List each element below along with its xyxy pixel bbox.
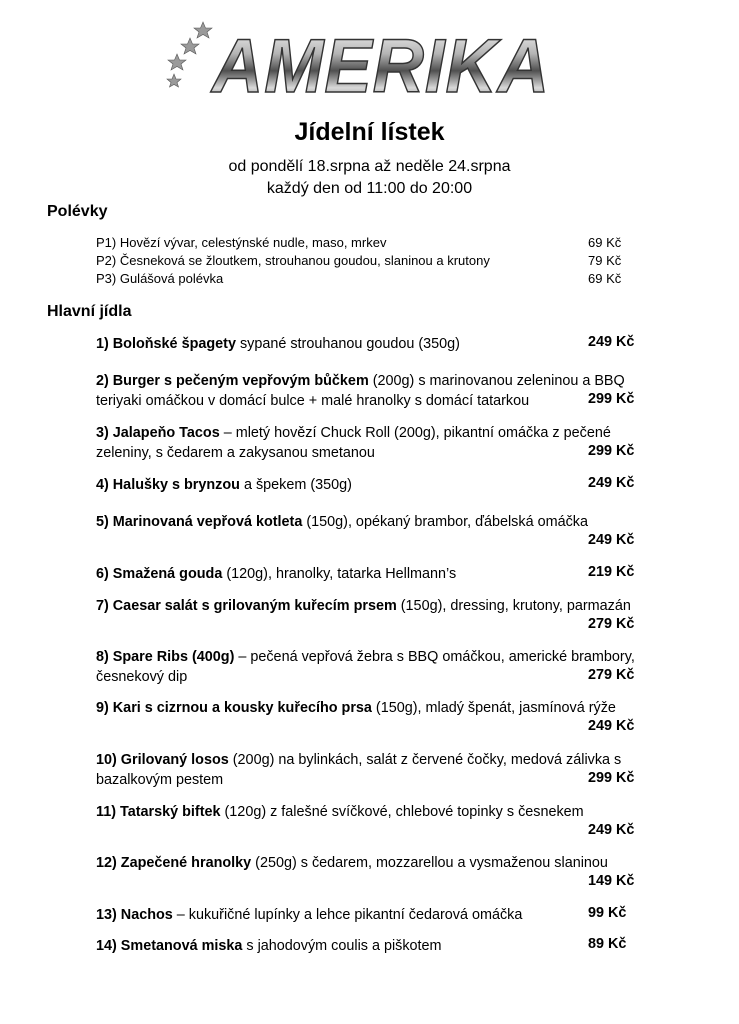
dish-name: 2) Burger s pečeným vepřovým bůčkem	[96, 373, 369, 389]
dish-name: 6) Smažená gouda	[96, 566, 223, 582]
soup-price: 69 Kč	[588, 271, 622, 286]
dish-name: 11) Tatarský biftek	[96, 804, 221, 820]
dish-description: a špekem (350g)	[239, 477, 352, 493]
date-range: od pondělí 18.srpna až neděle 24.srpna	[228, 158, 511, 175]
dish-name: 1) Boloňské špagety	[96, 336, 236, 352]
dish-item	[96, 698, 676, 718]
dish-price: 279 Kč	[588, 667, 635, 683]
dish-item	[96, 423, 656, 463]
dish-name: 3) Jalapeňo Tacos	[96, 425, 220, 441]
dish-price: 299 Kč	[588, 443, 635, 459]
soup-item: P1) Hovězí vývar, celestýnské nudle, maso, mrkev	[96, 235, 387, 250]
dish-description: (150g), mladý špenát, jasmínová rýže	[371, 700, 616, 716]
dish-price: 299 Kč	[588, 770, 635, 786]
dish-name: 4) Halušky s brynzou	[96, 477, 240, 493]
soup-price: 69 Kč	[588, 235, 622, 250]
soup-item: P2) Česneková se žloutkem, strouhanou goudou, slaninou a krutony	[96, 253, 490, 268]
dish-price: 99 Kč	[588, 905, 627, 921]
star-icon	[167, 22, 212, 87]
soup-item: P3) Gulášová polévka	[96, 271, 224, 286]
dish-item	[96, 853, 676, 873]
dish-name: 9) Kari s cizrnou a kousky kuřecího prsa	[96, 700, 372, 716]
dish-item	[96, 512, 676, 532]
dish-price: 249 Kč	[588, 822, 635, 838]
dish-name: 10) Grilovaný losos	[96, 752, 229, 768]
dish-name: 13) Nachos	[96, 907, 173, 923]
dish-name: 12) Zapečené hranolky	[96, 855, 252, 871]
dish-description: (200g) s marinovanou zeleninou a BBQ teriyaki omáčkou v domácí bulce + malé hranolky s domácí tatarkou	[96, 373, 625, 409]
dish-item	[96, 596, 676, 616]
dish-description: – kukuřičné lupínky a lehce pikantní čedarová omáčka	[172, 907, 523, 923]
dish-price: 249 Kč	[588, 475, 635, 491]
dish-description: (120g), hranolky, tatarka Hellmann’s	[222, 566, 457, 582]
dish-description: (150g), dressing, krutony, parmazán	[396, 598, 631, 614]
dish-price: 89 Kč	[588, 936, 627, 952]
dish-price: 249 Kč	[588, 718, 635, 734]
dish-item	[96, 802, 676, 822]
dish-name: 8) Spare Ribs (400g)	[96, 649, 235, 665]
dish-description: s jahodovým coulis a piškotem	[242, 938, 442, 954]
dish-price: 149 Kč	[588, 873, 635, 889]
dish-description: (200g) na bylinkách, salát z červené čočky, medová zálivka s bazalkovým pestem	[96, 752, 622, 788]
dish-price: 249 Kč	[588, 334, 635, 350]
dish-description: (150g), opékaný brambor, ďábelská omáčka	[302, 514, 588, 530]
dish-name: 5) Marinovaná vepřová kotleta	[96, 514, 303, 530]
dish-name: 14) Smetanová miska	[96, 938, 243, 954]
dish-item	[96, 371, 666, 411]
dish-price: 299 Kč	[588, 391, 635, 407]
dish-price: 219 Kč	[588, 564, 635, 580]
dish-item	[96, 750, 656, 790]
section-heading-soups: Polévky	[47, 203, 108, 220]
dish-price: 279 Kč	[588, 616, 635, 632]
dish-description: – pečená vepřová žebra s BBQ omáčkou, americké brambory, česnekový dip	[96, 649, 635, 685]
dish-description: sypané strouhanou goudou (350g)	[235, 336, 460, 352]
amerika-logo	[160, 14, 560, 102]
dish-description: (250g) s čedarem, mozzarellou a vysmaženou slaninou	[251, 855, 608, 871]
dish-price: 249 Kč	[588, 532, 635, 548]
soup-price: 79 Kč	[588, 253, 622, 268]
opening-hours: každý den od 11:00 do 20:00	[266, 180, 473, 197]
dish-description: – mletý hovězí Chuck Roll (200g), pikantní omáčka z pečené zeleniny, s čedarem a zakysanou smetanou	[96, 425, 611, 461]
section-heading-mains: Hlavní jídla	[47, 303, 132, 320]
page-title: Jídelní lístek	[294, 118, 445, 146]
logo-lettering: AMERIKA	[210, 24, 550, 102]
dish-name: 7) Caesar salát s grilovaným kuřecím prsem	[96, 598, 397, 614]
dish-description: (120g) z falešné svíčkové, chlebové topinky s česnekem	[220, 804, 584, 820]
